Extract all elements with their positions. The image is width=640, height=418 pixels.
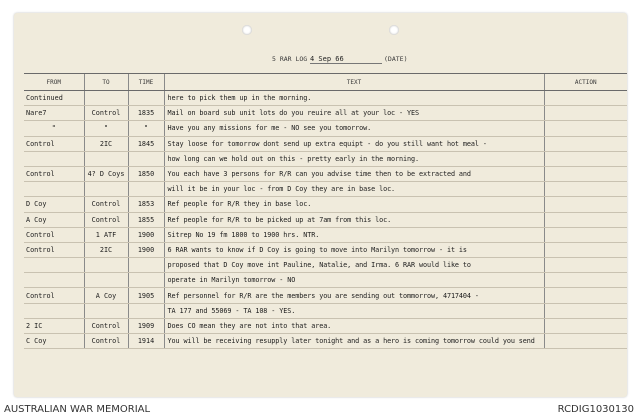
cell-text: will it be in your loc - from D Coy they are in base loc. (164, 182, 544, 197)
cell-from: Nare7 (24, 106, 84, 121)
cell-from: Control (24, 227, 84, 242)
col-header-from: FROM (24, 74, 84, 91)
cell-from (24, 273, 84, 288)
cell-to: " (84, 121, 128, 136)
date-underline (310, 63, 382, 64)
cell-action (544, 273, 627, 288)
cell-text: Ref personnel for R/R are the members you are sending out tommorrow, 4717404 - (164, 288, 544, 303)
cell-text: Mail on board sub unit lots do you reuire all at your loc - YES (164, 106, 544, 121)
cell-time: 1914 (128, 334, 164, 349)
cell-action (544, 242, 627, 257)
cell-text: Ref people for R/R they in base loc. (164, 197, 544, 212)
cell-time: " (128, 121, 164, 136)
cell-to (84, 303, 128, 318)
cell-time (128, 273, 164, 288)
archive-id: RCDIG1030130 (557, 404, 634, 415)
cell-time (128, 151, 164, 166)
table-header-row (24, 74, 627, 91)
cell-to: 2IC (84, 242, 128, 257)
cell-from: D Coy (24, 197, 84, 212)
cell-action (544, 151, 627, 166)
cell-action (544, 182, 627, 197)
cell-to: 4? D Coys (84, 166, 128, 181)
cell-to: Control (84, 212, 128, 227)
table-row (24, 151, 627, 166)
cell-action (544, 197, 627, 212)
cell-time: 1845 (128, 136, 164, 151)
cell-to: 1 ATF (84, 227, 128, 242)
cell-action (544, 212, 627, 227)
cell-action (544, 288, 627, 303)
cell-action (544, 258, 627, 273)
table-row (24, 273, 627, 288)
cell-from: Control (24, 288, 84, 303)
table-row (24, 288, 627, 303)
cell-time (128, 91, 164, 106)
cell-to (84, 273, 128, 288)
date-label: (DATE) (384, 55, 408, 63)
cell-from (24, 151, 84, 166)
table-row (24, 121, 627, 136)
cell-action (544, 121, 627, 136)
cell-to: Control (84, 334, 128, 349)
table-row (24, 166, 627, 181)
cell-text: Does CO mean they are not into that area. (164, 318, 544, 333)
cell-from (24, 303, 84, 318)
cell-action (544, 106, 627, 121)
cell-from: Control (24, 136, 84, 151)
cell-to: Control (84, 106, 128, 121)
cell-to (84, 182, 128, 197)
cell-text: how long can we hold out on this - pretty early in the morning. (164, 151, 544, 166)
table-row (24, 258, 627, 273)
table-row (24, 212, 627, 227)
cell-from: Control (24, 166, 84, 181)
cell-time: 1909 (128, 318, 164, 333)
cell-time (128, 258, 164, 273)
cell-to: Control (84, 318, 128, 333)
cell-from: A Coy (24, 212, 84, 227)
cell-time: 1835 (128, 106, 164, 121)
table-row (24, 136, 627, 151)
cell-text: TA 177 and 55069 - TA 108 - YES. (164, 303, 544, 318)
table-row (24, 303, 627, 318)
table-row (24, 318, 627, 333)
cell-action (544, 136, 627, 151)
cell-time: 1905 (128, 288, 164, 303)
cell-action (544, 91, 627, 106)
archive-name: AUSTRALIAN WAR MEMORIAL (4, 404, 151, 415)
cell-time: 1850 (128, 166, 164, 181)
cell-time (128, 182, 164, 197)
cell-action (544, 166, 627, 181)
log-title: 5 RAR LOG (272, 55, 308, 63)
cell-text: proposed that D Coy move int Pauline, Natalie, and Irma. 6 RAR would like to (164, 258, 544, 273)
cell-time: 1900 (128, 227, 164, 242)
table-row (24, 106, 627, 121)
cell-to: 2IC (84, 136, 128, 151)
table-row (24, 91, 627, 106)
table-row (24, 227, 627, 242)
cell-from: Continued (24, 91, 84, 106)
punch-hole (389, 25, 399, 35)
cell-time: 1853 (128, 197, 164, 212)
cell-action (544, 227, 627, 242)
cell-text: You will be receiving resupply later tonight and as a hero is coming tomorrow could you send (164, 334, 544, 349)
cell-text: here to pick them up in the morning. (164, 91, 544, 106)
table-row (24, 197, 627, 212)
col-header-time: TIME (128, 74, 164, 91)
cell-to (84, 91, 128, 106)
table-row (24, 242, 627, 257)
cell-text: Stay loose for tomorrow dont send up extra equipt - do you still want hot meal - (164, 136, 544, 151)
cell-from: C Coy (24, 334, 84, 349)
log-date: 4 Sep 66 (310, 55, 344, 63)
cell-to (84, 258, 128, 273)
archive-footer (0, 400, 640, 418)
cell-from: 2 IC (24, 318, 84, 333)
cell-to (84, 151, 128, 166)
log-table (24, 73, 627, 349)
cell-time: 1900 (128, 242, 164, 257)
cell-from (24, 182, 84, 197)
cell-text: You each have 3 persons for R/R can you advise time then to be extracted and (164, 166, 544, 181)
cell-text: operate in Marilyn tomorrow - NO (164, 273, 544, 288)
punch-hole (242, 25, 252, 35)
cell-text: Have you any missions for me - NO see you tomorrow. (164, 121, 544, 136)
cell-from: " (24, 121, 84, 136)
cell-text: Sitrep No 19 fm 1800 to 1900 hrs. NTR. (164, 227, 544, 242)
cell-action (544, 334, 627, 349)
table-row (24, 334, 627, 349)
cell-from: Control (24, 242, 84, 257)
col-header-action: ACTION (544, 74, 627, 91)
cell-action (544, 318, 627, 333)
cell-time: 1855 (128, 212, 164, 227)
col-header-to: TO (84, 74, 128, 91)
cell-text: 6 RAR wants to know if D Coy is going to move into Marilyn tomorrow - it is (164, 242, 544, 257)
cell-to: A Coy (84, 288, 128, 303)
cell-text: Ref people for R/R to be picked up at 7am from this loc. (164, 212, 544, 227)
log-sheet (14, 13, 627, 397)
col-header-text: TEXT (164, 74, 544, 91)
table-row (24, 182, 627, 197)
cell-time (128, 303, 164, 318)
cell-to: Control (84, 197, 128, 212)
cell-action (544, 303, 627, 318)
cell-from (24, 258, 84, 273)
